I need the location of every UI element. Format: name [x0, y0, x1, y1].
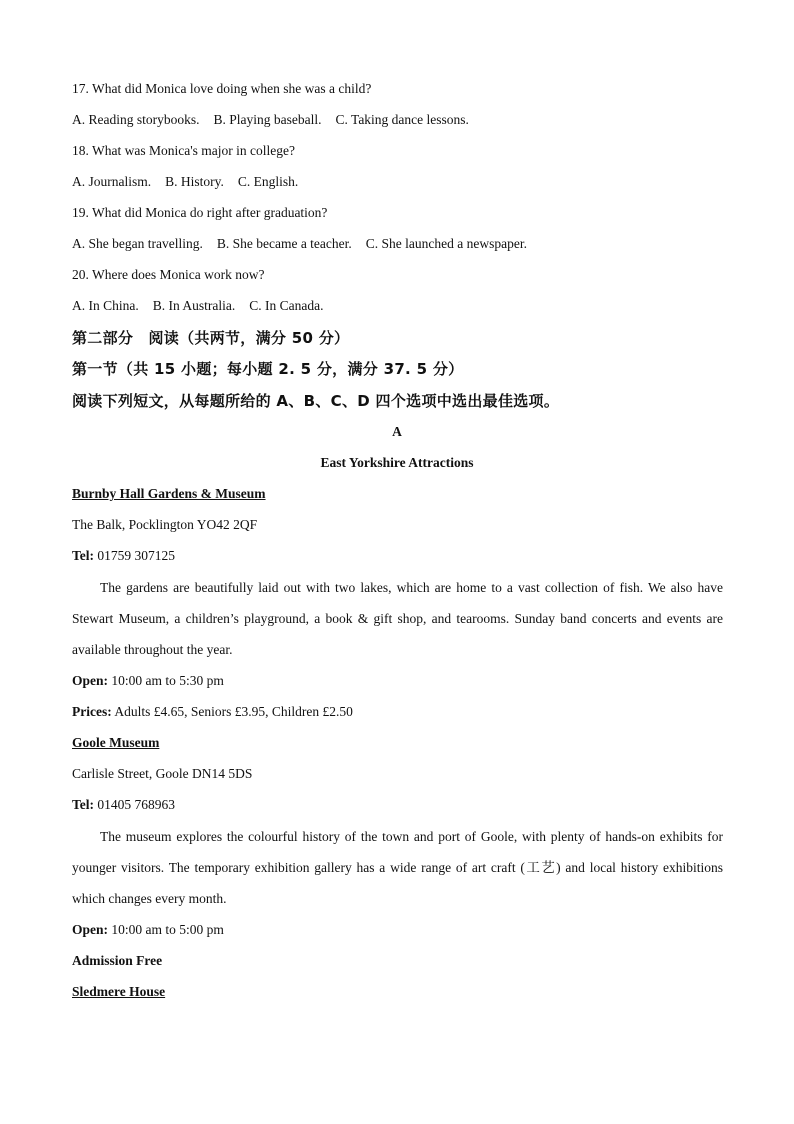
open-value: 10:00 am to 5:00 pm	[111, 922, 224, 937]
open-label: Open:	[72, 673, 109, 688]
option-b: B. Playing baseball.	[213, 112, 322, 127]
open-value: 10:00 am to 5:30 pm	[111, 673, 224, 688]
venue-name	[72, 484, 722, 504]
question-17-options	[72, 110, 722, 130]
venue-1-tel	[72, 546, 722, 566]
venue-1-name: Burnby Hall Gardens & Museum	[72, 486, 266, 501]
venue-name	[72, 982, 722, 1002]
venue-2-description: The museum explores the colourful history of the town and port of Goole, with plenty of hands-on exhibits for younger visitors. The temporary exhibition gallery has a wide range of art craft (工艺) and local history exhibitions which changes every month.	[72, 829, 723, 906]
prices-value: Adults £4.65, Seniors £3.95, Children £2.50	[114, 704, 353, 719]
passage-letter: A	[392, 424, 402, 439]
venue-1-description: The gardens are beautifully laid out with two lakes, which are home to a vast collection of fish. We also have Stewart Museum, a children’s playground, a book & gift shop, and tearooms. Sunday band concerts and events are available throughout the year.	[72, 580, 723, 657]
option-a: A. Journalism.	[72, 174, 152, 189]
option-b: B. History.	[165, 174, 224, 189]
venue-1-open	[72, 671, 722, 691]
subsection-heading: 第一节（共 15 小题；每小题 2. 5 分，满分 37. 5 分）	[72, 360, 464, 378]
part-heading: 第二部分 阅读（共两节，满分 50 分）	[72, 329, 350, 347]
option-b: B. In Australia.	[152, 298, 236, 313]
option-a: A. In China.	[72, 298, 139, 313]
option-c: C. Taking dance lessons.	[335, 112, 469, 127]
venue-name	[72, 733, 722, 753]
option-c: C. She launched a newspaper.	[365, 236, 527, 251]
question-20-options	[72, 296, 722, 316]
venue-2-tel	[72, 795, 722, 815]
instruction: 阅读下列短文，从每题所给的 A、B、C、D 四个选项中选出最佳选项。	[72, 392, 560, 410]
venue-2-address: Carlisle Street, Goole DN14 5DS	[72, 766, 253, 781]
venue-1-prices	[72, 702, 722, 722]
question-19-options	[72, 234, 722, 254]
question-18: 18. What was Monica's major in college?	[72, 143, 295, 158]
prices-label: Prices:	[72, 704, 112, 719]
tel-value: 01405 768963	[97, 797, 176, 812]
tel-label: Tel:	[72, 548, 95, 563]
venue-2-open	[72, 920, 722, 940]
venue-3-name: Sledmere House	[72, 984, 166, 999]
question-20: 20. Where does Monica work now?	[72, 267, 265, 282]
venue-2-name: Goole Museum	[72, 735, 160, 750]
tel-label: Tel:	[72, 797, 95, 812]
question-19: 19. What did Monica do right after graduation?	[72, 205, 328, 220]
option-c: C. In Canada.	[249, 298, 324, 313]
question-18-options	[72, 172, 722, 192]
option-c: C. English.	[237, 174, 299, 189]
option-a: A. She began travelling.	[72, 236, 203, 251]
tel-value: 01759 307125	[97, 548, 176, 563]
open-label: Open:	[72, 922, 109, 937]
venue-2-admission: Admission Free	[72, 953, 163, 968]
passage-title: East Yorkshire Attractions	[320, 455, 474, 470]
question-17: 17. What did Monica love doing when she was a child?	[72, 81, 372, 96]
option-b: B. She became a teacher.	[216, 236, 352, 251]
venue-1-address: The Balk, Pocklington YO42 2QF	[72, 517, 258, 532]
option-a: A. Reading storybooks.	[72, 112, 200, 127]
